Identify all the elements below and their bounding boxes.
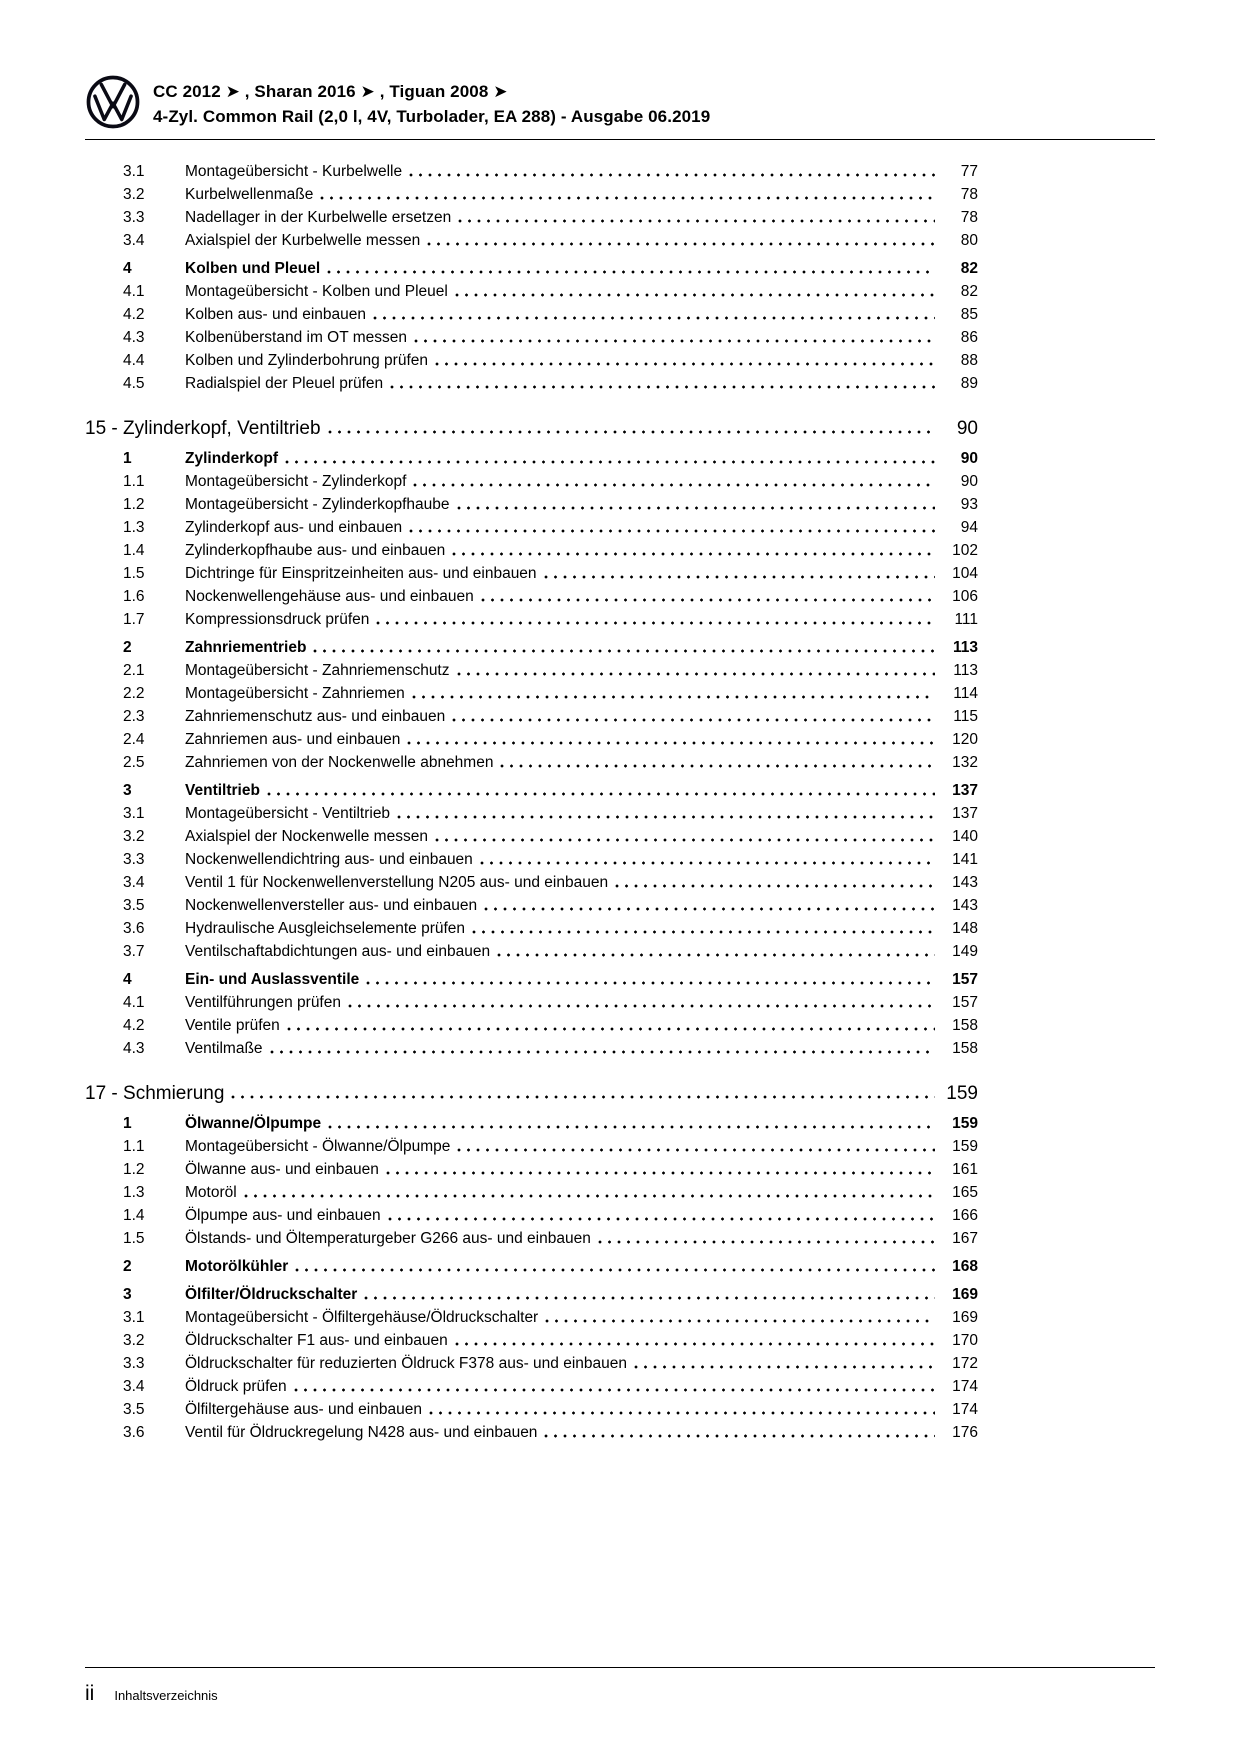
toc-entry-title: Ventiltrieb [185, 782, 260, 799]
toc-entry-number: 3.4 [123, 232, 145, 249]
toc-entry [85, 349, 978, 372]
toc-entry-page: 167 [952, 1230, 978, 1247]
toc-dot-leader [615, 883, 935, 889]
toc-entry-page: 85 [960, 306, 978, 323]
toc-entry-number: 1.5 [123, 1230, 145, 1247]
toc-entry [85, 1135, 978, 1158]
toc-dot-leader [348, 1003, 935, 1009]
toc-entry-page: 170 [952, 1332, 978, 1349]
toc-entry-number: 3 [123, 1286, 132, 1303]
toc-entry-page: 159 [952, 1138, 978, 1155]
toc-dot-leader [452, 717, 935, 723]
toc-entry-title: Radialspiel der Pleuel prüfen [185, 375, 384, 392]
toc-entry-title: Montageübersicht - Ventiltrieb [185, 805, 391, 822]
toc-entry-number: 4.1 [123, 283, 145, 300]
toc-entry-title: Öldruckschalter für reduzierten Öldruck F378 aus- und einbauen [185, 1355, 627, 1372]
toc-entry-title: Montageübersicht - Zylinderkopf [185, 473, 407, 490]
toc-entry-title: 15 - Zylinderkopf, Ventiltrieb [85, 418, 321, 439]
toc-entry-number: 1 [123, 1115, 132, 1132]
toc-entry-page: 106 [952, 588, 978, 605]
toc-dot-leader [414, 338, 935, 344]
toc-entry-page: 113 [953, 662, 978, 679]
toc-entry [85, 894, 978, 917]
toc-entry-title: Zahnriemen aus- und einbauen [185, 731, 401, 748]
toc-entry-number: 4 [123, 971, 132, 988]
toc-entry-number: 2.5 [123, 754, 145, 771]
toc-entry-title: Motorölkühler [185, 1258, 289, 1275]
toc-entry-page: 77 [960, 163, 978, 180]
toc-dot-leader [435, 837, 935, 843]
toc-entry [85, 1421, 978, 1444]
toc-entry-title: Ölstands- und Öltemperaturgeber G266 aus- und einbauen [185, 1230, 591, 1247]
toc-entry-title: Öldruckschalter F1 aus- und einbauen [185, 1332, 448, 1349]
toc-entry [85, 991, 978, 1014]
toc-entry-page: 113 [952, 639, 978, 656]
toc-entry [85, 848, 978, 871]
toc-entry [85, 1306, 978, 1329]
toc-entry [85, 416, 978, 441]
toc-entry [85, 562, 978, 585]
toc-entry-number: 3.2 [123, 828, 145, 845]
toc-entry-number: 2 [123, 1258, 132, 1275]
toc-entry-number: 4 [123, 260, 132, 277]
toc-entry-number: 4.1 [123, 994, 145, 1011]
document-footer [85, 1667, 1155, 1706]
toc-entry [85, 229, 978, 252]
toc-dot-leader [328, 1124, 935, 1130]
toc-entry [85, 183, 978, 206]
toc-entry-number: 1.1 [123, 1138, 145, 1155]
toc-entry-number: 1.3 [123, 1184, 145, 1201]
toc-entry-title: Ventilmaße [185, 1040, 263, 1057]
toc-entry-page: 102 [952, 542, 978, 559]
vw-logo-icon [85, 74, 141, 130]
toc-entry-page: 88 [960, 352, 978, 369]
toc-entry-page: 157 [952, 971, 978, 988]
toc-entry-title: Dichtringe für Einspritzeinheiten aus- und einbauen [185, 565, 537, 582]
toc-entry-number: 1.3 [123, 519, 145, 536]
toc-entry-page: 165 [952, 1184, 978, 1201]
toc-entry-page: 90 [960, 473, 978, 490]
toc-entry-page: 169 [952, 1309, 978, 1326]
toc-entry-title: Motoröl [185, 1184, 237, 1201]
toc-entry-title: Zylinderkopf aus- und einbauen [185, 519, 403, 536]
toc-entry-number: 4.5 [123, 375, 145, 392]
toc-dot-leader [327, 269, 935, 275]
toc-dot-leader [397, 814, 935, 820]
toc-entry-number: 3.2 [123, 1332, 145, 1349]
footer-line [85, 1682, 1155, 1706]
toc-dot-leader [376, 620, 935, 626]
toc-entry-title: Axialspiel der Nockenwelle messen [185, 828, 428, 845]
toc-entry [85, 1398, 978, 1421]
toc-entry-title: Montageübersicht - Kolben und Pleuel [185, 283, 448, 300]
toc-entry-page: 120 [952, 731, 978, 748]
toc-entry-number: 3.5 [123, 1401, 145, 1418]
toc-entry-number: 2.2 [123, 685, 145, 702]
toc-dot-leader [544, 1433, 935, 1439]
toc-entry-page: 140 [952, 828, 978, 845]
toc-entry [85, 1283, 978, 1306]
toc-entry-title: Montageübersicht - Zahnriemen [185, 685, 405, 702]
toc-entry-title: Ventilführungen prüfen [185, 994, 341, 1011]
toc-dot-leader [427, 241, 935, 247]
toc-entry [85, 326, 978, 349]
toc-entry [85, 1081, 978, 1106]
toc-entry-number: 3.7 [123, 943, 145, 960]
toc-entry-title: Kompressionsdruck prüfen [185, 611, 370, 628]
toc-entry [85, 1014, 978, 1037]
toc-entry-page: 137 [952, 805, 978, 822]
toc-dot-leader [364, 1295, 935, 1301]
table-of-contents [85, 160, 978, 1667]
toc-dot-leader [412, 694, 935, 700]
toc-dot-leader [429, 1410, 935, 1416]
toc-entry-title: Ein- und Auslassventile [185, 971, 360, 988]
toc-entry-title: Ölfiltergehäuse aus- und einbauen [185, 1401, 422, 1418]
toc-entry [85, 705, 978, 728]
toc-entry-number: 3.1 [123, 805, 145, 822]
toc-entry-number: 2.3 [123, 708, 145, 725]
toc-entry-number: 1.4 [123, 542, 145, 559]
toc-dot-leader [295, 1267, 935, 1273]
toc-entry [85, 1255, 978, 1278]
toc-entry-title: Ölpumpe aus- und einbauen [185, 1207, 381, 1224]
toc-entry [85, 608, 978, 631]
toc-entry-page: 78 [960, 186, 978, 203]
toc-entry [85, 1375, 978, 1398]
toc-entry-page: 149 [952, 943, 978, 960]
toc-dot-leader [413, 482, 935, 488]
toc-dot-leader [407, 740, 935, 746]
toc-entry-title: Zahnriemenschutz aus- und einbauen [185, 708, 446, 725]
header-models-line: CC 2012 ➤ , Sharan 2016 ➤ , Tiguan 2008 ➤ [153, 82, 508, 101]
toc-entry-number: 4.3 [123, 1040, 145, 1057]
toc-entry [85, 539, 978, 562]
toc-entry [85, 1227, 978, 1250]
toc-entry-page: 90 [960, 450, 978, 467]
toc-dot-leader [457, 505, 935, 511]
toc-dot-leader [457, 1147, 935, 1153]
toc-entry-page: 104 [952, 565, 978, 582]
toc-entry-page: 172 [952, 1355, 978, 1372]
toc-entry-title: Kolbenüberstand im OT messen [185, 329, 407, 346]
toc-entry [85, 1329, 978, 1352]
toc-entry-page: 132 [952, 754, 978, 771]
toc-entry-title: Nockenwellendichtring aus- und einbauen [185, 851, 473, 868]
toc-dot-leader [386, 1170, 935, 1176]
toc-dot-leader [270, 1049, 935, 1055]
toc-dot-leader [598, 1239, 935, 1245]
toc-entry-title: Ventil 1 für Nockenwellenverstellung N205 aus- und einbauen [185, 874, 609, 891]
toc-entry-number: 3.4 [123, 1378, 145, 1395]
toc-dot-leader [388, 1216, 935, 1222]
toc-entry [85, 940, 978, 963]
toc-dot-leader [287, 1026, 935, 1032]
toc-dot-leader [285, 459, 935, 465]
footer-section-title: Inhaltsverzeichnis [114, 1688, 218, 1703]
toc-entry-number: 2.1 [123, 662, 145, 679]
toc-entry-number: 3 [123, 782, 132, 799]
toc-entry-number: 4.2 [123, 306, 145, 323]
toc-entry-page: 174 [952, 1401, 978, 1418]
toc-entry [85, 779, 978, 802]
toc-dot-leader [484, 906, 935, 912]
toc-entry-page: 78 [960, 209, 978, 226]
toc-entry-page: 158 [952, 1040, 978, 1057]
toc-entry-page: 89 [960, 375, 978, 392]
toc-entry-title: Zylinderkopfhaube aus- und einbauen [185, 542, 446, 559]
toc-entry-page: 148 [952, 920, 978, 937]
toc-entry-title: Ventil für Öldruckregelung N428 aus- und einbauen [185, 1424, 538, 1441]
toc-entry [85, 1112, 978, 1135]
toc-dot-leader [457, 671, 936, 677]
toc-entry [85, 493, 978, 516]
toc-dot-leader [373, 315, 935, 321]
toc-entry-title: Montageübersicht - Zylinderkopfhaube [185, 496, 450, 513]
toc-dot-leader [452, 551, 935, 557]
toc-entry [85, 257, 978, 280]
toc-entry [85, 303, 978, 326]
toc-dot-leader [231, 1094, 935, 1100]
toc-entry-title: Öldruck prüfen [185, 1378, 287, 1395]
toc-entry-number: 1 [123, 450, 132, 467]
toc-dot-leader [328, 429, 935, 435]
toc-entry-page: 141 [952, 851, 978, 868]
toc-dot-leader [409, 528, 935, 534]
toc-dot-leader [480, 860, 935, 866]
toc-entry-number: 3.3 [123, 209, 145, 226]
toc-dot-leader [409, 172, 935, 178]
toc-entry-page: 115 [953, 708, 978, 725]
toc-dot-leader [267, 791, 935, 797]
toc-dot-leader [294, 1387, 935, 1393]
toc-entry [85, 659, 978, 682]
toc-entry [85, 802, 978, 825]
toc-entry-title: Montageübersicht - Ölwanne/Ölpumpe [185, 1138, 451, 1155]
toc-entry-number: 1.4 [123, 1207, 145, 1224]
toc-entry [85, 372, 978, 395]
toc-entry [85, 1037, 978, 1060]
toc-entry-page: 82 [960, 283, 978, 300]
toc-entry [85, 1352, 978, 1375]
toc-entry-title: Montageübersicht - Ölfiltergehäuse/Öldruckschalter [185, 1309, 539, 1326]
toc-entry-title: Montageübersicht - Zahnriemenschutz [185, 662, 450, 679]
toc-entry-title: Kolben und Pleuel [185, 260, 321, 277]
toc-entry-number: 2.4 [123, 731, 145, 748]
toc-entry-title: Zylinderkopf [185, 450, 279, 467]
toc-entry-number: 3.3 [123, 851, 145, 868]
toc-entry [85, 728, 978, 751]
toc-dot-leader [497, 952, 935, 958]
toc-dot-leader [435, 361, 935, 367]
toc-entry-title: Montageübersicht - Kurbelwelle [185, 163, 403, 180]
toc-entry-page: 143 [952, 897, 978, 914]
toc-entry [85, 516, 978, 539]
toc-dot-leader [320, 195, 935, 201]
toc-entry-page: 94 [960, 519, 978, 536]
toc-entry [85, 1158, 978, 1181]
toc-entry [85, 682, 978, 705]
toc-entry-page: 90 [956, 418, 978, 439]
toc-entry-page: 82 [960, 260, 978, 277]
footer-divider [85, 1667, 1155, 1668]
toc-entry-number: 3.3 [123, 1355, 145, 1372]
header-text-block [153, 74, 710, 129]
toc-entry-title: Nockenwellengehäuse aus- und einbauen [185, 588, 474, 605]
toc-entry [85, 968, 978, 991]
toc-entry-page: 80 [960, 232, 978, 249]
toc-entry-title: Kolben und Zylinderbohrung prüfen [185, 352, 429, 369]
toc-dot-leader [455, 1341, 935, 1347]
toc-entry-number: 3.1 [123, 163, 145, 180]
toc-entry-page: 111 [954, 611, 978, 628]
toc-entry-page: 174 [952, 1378, 978, 1395]
toc-entry-number: 4.3 [123, 329, 145, 346]
toc-entry [85, 917, 978, 940]
toc-dot-leader [458, 218, 935, 224]
toc-entry-number: 1.2 [123, 1161, 145, 1178]
toc-entry-title: 17 - Schmierung [85, 1083, 225, 1104]
toc-entry-number: 3.6 [123, 1424, 145, 1441]
toc-entry-page: 169 [952, 1286, 978, 1303]
toc-entry [85, 206, 978, 229]
toc-entry-page: 114 [953, 685, 978, 702]
toc-entry-number: 1.5 [123, 565, 145, 582]
toc-entry-number: 3.4 [123, 874, 145, 891]
toc-entry-page: 168 [952, 1258, 978, 1275]
toc-entry-number: 3.1 [123, 1309, 145, 1326]
toc-entry [85, 825, 978, 848]
toc-dot-leader [472, 929, 935, 935]
toc-entry-title: Hydraulische Ausgleichselemente prüfen [185, 920, 466, 937]
toc-entry-title: Ölwanne/Ölpumpe [185, 1115, 322, 1132]
toc-entry-title: Ölfilter/Öldruckschalter [185, 1286, 358, 1303]
toc-entry-page: 176 [952, 1424, 978, 1441]
toc-dot-leader [545, 1318, 935, 1324]
toc-entry-title: Axialspiel der Kurbelwelle messen [185, 232, 421, 249]
toc-entry [85, 636, 978, 659]
document-header [85, 74, 1155, 130]
toc-entry-page: 159 [952, 1115, 978, 1132]
toc-entry [85, 280, 978, 303]
toc-entry-number: 2 [123, 639, 132, 656]
toc-entry-number: 3.2 [123, 186, 145, 203]
toc-entry [85, 160, 978, 183]
toc-entry-page: 159 [946, 1083, 978, 1104]
toc-dot-leader [481, 597, 935, 603]
toc-entry-page: 143 [952, 874, 978, 891]
toc-dot-leader [544, 574, 935, 580]
toc-dot-leader [390, 384, 935, 390]
toc-entry-number: 4.2 [123, 1017, 145, 1034]
toc-entry-title: Nadellager in der Kurbelwelle ersetzen [185, 209, 452, 226]
header-divider [85, 139, 1155, 140]
toc-entry-title: Kolben aus- und einbauen [185, 306, 366, 323]
toc-entry [85, 447, 978, 470]
toc-entry-page: 86 [960, 329, 978, 346]
toc-entry [85, 1181, 978, 1204]
toc-entry [85, 871, 978, 894]
toc-entry-number: 1.7 [123, 611, 145, 628]
toc-entry-title: Zahnriemen von der Nockenwelle abnehmen [185, 754, 494, 771]
toc-entry-page: 93 [960, 496, 978, 513]
toc-entry-title: Ventilschaftabdichtungen aus- und einbauen [185, 943, 491, 960]
toc-entry-number: 4.4 [123, 352, 145, 369]
toc-entry-number: 3.6 [123, 920, 145, 937]
toc-entry-page: 166 [952, 1207, 978, 1224]
toc-dot-leader [366, 980, 935, 986]
toc-entry [85, 751, 978, 774]
toc-entry-number: 1.2 [123, 496, 145, 513]
toc-dot-leader [455, 292, 935, 298]
toc-entry [85, 585, 978, 608]
toc-entry-title: Ventile prüfen [185, 1017, 280, 1034]
toc-dot-leader [313, 648, 935, 654]
toc-dot-leader [244, 1193, 935, 1199]
toc-entry-page: 137 [952, 782, 978, 799]
toc-entry-page: 157 [952, 994, 978, 1011]
toc-dot-leader [500, 763, 935, 769]
toc-entry-number: 1.1 [123, 473, 145, 490]
toc-entry [85, 1204, 978, 1227]
toc-entry-title: Nockenwellenversteller aus- und einbauen [185, 897, 478, 914]
toc-entry-title: Ölwanne aus- und einbauen [185, 1161, 379, 1178]
toc-dot-leader [634, 1364, 935, 1370]
toc-entry-title: Kurbelwellenmaße [185, 186, 314, 203]
toc-entry-number: 1.6 [123, 588, 145, 605]
footer-page-number: ii [85, 1682, 95, 1705]
toc-entry-number: 3.5 [123, 897, 145, 914]
toc-entry [85, 470, 978, 493]
header-subtitle-line: 4-Zyl. Common Rail (2,0 l, 4V, Turbolader, EA 288) - Ausgabe 06.2019 [153, 107, 711, 126]
toc-entry-title: Zahnriementrieb [185, 639, 307, 656]
toc-entry-page: 161 [952, 1161, 978, 1178]
toc-entry-page: 158 [952, 1017, 978, 1034]
